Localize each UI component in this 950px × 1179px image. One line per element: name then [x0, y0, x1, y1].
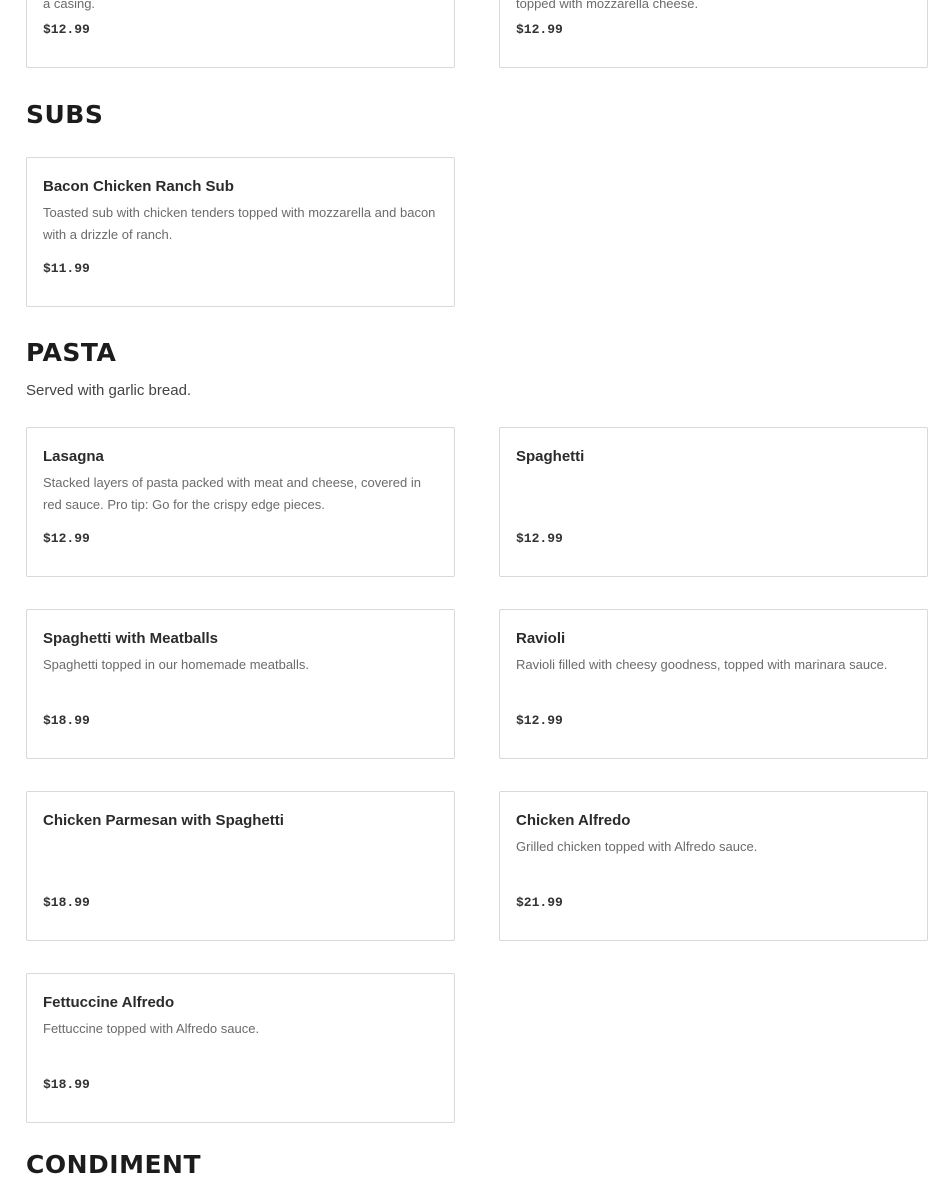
section-title-condiment: CONDIMENT	[26, 1150, 202, 1179]
menu-item-price: $12.99	[516, 713, 563, 728]
menu-item-card[interactable]	[26, 973, 455, 1123]
menu-item-description: Stacked layers of pasta packed with meat and cheese, covered in red sauce. Pro tip: Go for the crispy edge pieces.	[43, 475, 421, 512]
menu-item-price: $12.99	[43, 22, 90, 37]
menu-item-price: $18.99	[43, 895, 90, 910]
menu-item-name: Fettuccine Alfredo	[43, 994, 175, 1011]
menu-item-price: $12.99	[516, 531, 563, 546]
menu-item-card[interactable]	[499, 791, 928, 941]
menu-item-card[interactable]	[26, 427, 455, 577]
menu-item-card[interactable]	[26, 609, 455, 759]
menu-item-price: $18.99	[43, 1077, 90, 1092]
menu-item-price: $12.99	[516, 22, 563, 37]
menu-item-name: Chicken Parmesan with Spaghetti	[43, 812, 284, 829]
section-title-subs: SUBS	[26, 100, 104, 129]
menu-item-description: Toasted sub with chicken tenders topped with mozzarella and bacon with a drizzle of ranch.	[43, 205, 436, 242]
menu-item-name: Bacon Chicken Ranch Sub	[43, 178, 234, 195]
menu-item-card[interactable]	[26, 791, 455, 941]
menu-item-price: $18.99	[43, 713, 90, 728]
menu-item-price: $21.99	[516, 895, 563, 910]
menu-item-card[interactable]	[499, 427, 928, 577]
menu-item-card[interactable]	[26, 0, 455, 68]
menu-item-description: Fettuccine topped with Alfredo sauce.	[43, 1021, 260, 1036]
menu-item-name: Ravioli	[516, 630, 566, 647]
section-subtitle-pasta: Served with garlic bread.	[26, 382, 192, 399]
menu-item-description: Ravioli filled with cheesy goodness, topped with marinara sauce.	[516, 657, 888, 672]
menu-item-card[interactable]	[26, 157, 455, 307]
section-title-pasta: PASTA	[26, 338, 117, 367]
menu-item-price: $11.99	[43, 261, 90, 276]
menu-item-name: Chicken Alfredo	[516, 812, 631, 829]
menu-item-card[interactable]	[499, 0, 928, 68]
menu-item-description: Spaghetti topped in our homemade meatballs.	[43, 657, 309, 672]
menu-item-name: Spaghetti with Meatballs	[43, 630, 219, 647]
menu-item-description: topped with mozzarella cheese.	[516, 0, 699, 11]
menu-item-description: Grilled chicken topped with Alfredo sauce.	[516, 839, 758, 854]
menu-item-description: a casing.	[43, 0, 96, 11]
menu-item-price: $12.99	[43, 531, 90, 546]
menu-item-card[interactable]	[499, 609, 928, 759]
menu-item-name: Lasagna	[43, 448, 104, 465]
menu-item-name: Spaghetti	[516, 448, 585, 465]
